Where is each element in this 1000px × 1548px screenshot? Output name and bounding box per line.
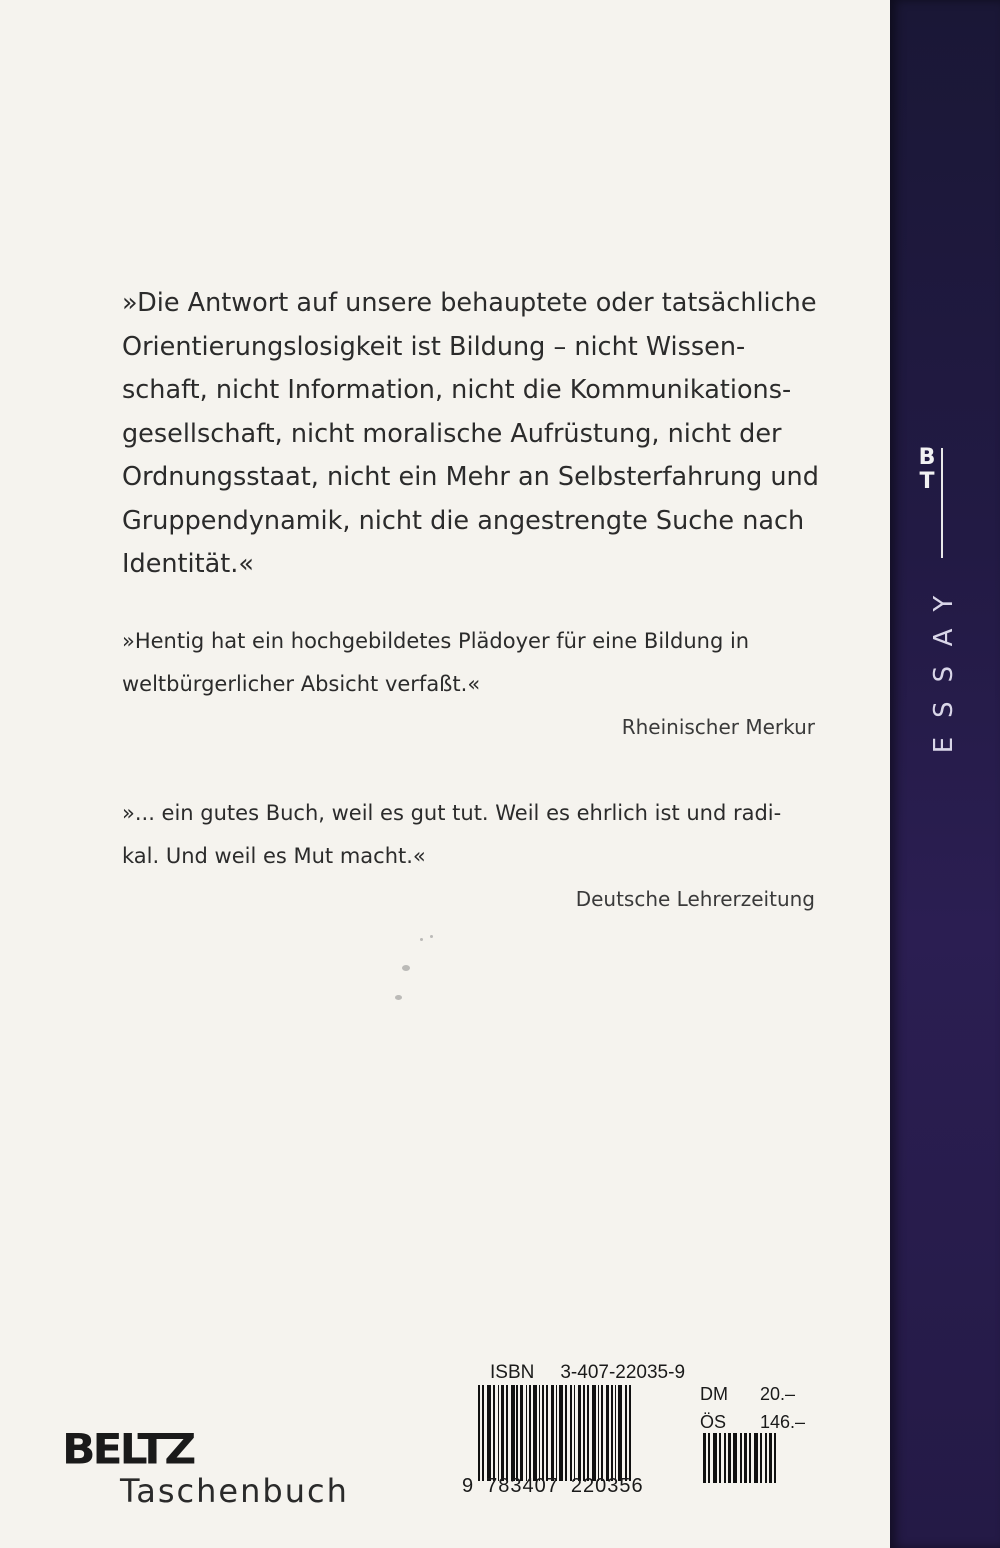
price-currency: DM [700, 1384, 728, 1404]
review-source: Deutsche Lehrerzeitung [575, 887, 815, 911]
quote-line: »Die Antwort auf unsere behauptete oder tatsächliche [122, 288, 817, 318]
paper-speck [430, 935, 433, 938]
main-quote [122, 282, 822, 587]
quote-line: schaft, nicht Information, nicht die Kommunikations- [122, 375, 792, 405]
price-currency: ÖS [700, 1412, 727, 1432]
spine-bt-logo [915, 446, 939, 494]
price-amount: 146.– [760, 1412, 806, 1432]
price-barcode [703, 1433, 797, 1483]
price-row-dm [700, 1380, 810, 1408]
barcode-gap [631, 1385, 634, 1481]
price-row-os [700, 1408, 810, 1436]
spine-divider [941, 448, 943, 558]
beltz-wordmark: BELTZ [62, 1425, 194, 1474]
spine-logo-t: T [919, 469, 935, 494]
quote-line: gesellschaft, nicht moralische Aufrüstung, nicht der [122, 418, 782, 449]
quote-line: Identität.« [122, 549, 254, 579]
barcode-digits [462, 1475, 644, 1498]
isbn-number: 3-407-22035-9 [560, 1362, 686, 1383]
price-block [700, 1380, 810, 1436]
quote-line: Gruppendynamik, nicht die angestrengte Suche nach [122, 505, 805, 536]
review-line: kal. Und weil es Mut macht.« [122, 844, 426, 868]
review-line: »Hentig hat ein hochgebildetes Plädoyer für eine Bildung in [122, 629, 750, 653]
barcode-left-group: 783407 [486, 1475, 559, 1497]
review-line: »... ein gutes Buch, weil es gut tut. Weil es ehrlich ist und radi- [122, 801, 782, 825]
spine-logo-b: B [918, 445, 936, 470]
paper-speck [395, 995, 402, 1000]
isbn-prefix: ISBN [490, 1362, 535, 1383]
paper-speck [420, 938, 423, 941]
barcode-right-group: 220356 [570, 1475, 644, 1497]
quote-line: Orientierungslosigkeit ist Bildung – nicht Wissen- [122, 331, 746, 362]
review-line: weltbürgerlicher Absicht verfaßt.« [122, 672, 481, 696]
series-name: Taschenbuch [120, 1472, 349, 1510]
publisher-logo [62, 1425, 349, 1510]
price-amount: 20.– [760, 1384, 796, 1404]
barcode-first-digit: 9 [462, 1475, 475, 1497]
review-deutsche-lehrerzeitung [122, 792, 815, 921]
review-rheinischer-merkur [122, 620, 815, 749]
barcode-bar [774, 1433, 776, 1483]
quote-line: Ordnungsstaat, nicht ein Mehr an Selbsterfahrung und [122, 462, 819, 492]
spine-essay-label: ESSAY [929, 576, 959, 754]
book-spine [890, 0, 1000, 1548]
isbn-barcode [478, 1385, 688, 1481]
isbn-label [490, 1362, 685, 1384]
review-source: Rheinischer Merkur [621, 715, 815, 739]
paper-speck [402, 965, 410, 971]
